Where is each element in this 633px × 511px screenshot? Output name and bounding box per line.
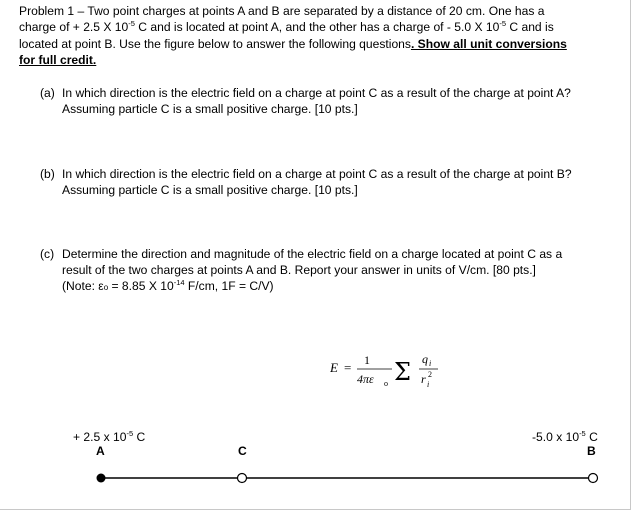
formula-den-sub: o [384, 379, 388, 388]
point-c-marker [238, 474, 247, 483]
exponent: -14 [173, 278, 185, 287]
formula-r-sub: i [427, 380, 430, 389]
point-c-label: C [238, 444, 247, 458]
charge-unit: C [133, 430, 146, 444]
sigma-symbol: Σ [394, 358, 411, 386]
charge-value: + 2.5 x 10 [73, 430, 127, 444]
problem-line-2e: C and is [506, 20, 554, 35]
charge-unit: C [585, 430, 598, 444]
formula-denominator: 4πε [357, 372, 374, 386]
question-text: Assuming particle C is a small positive charge. [10 pts.] [62, 183, 358, 197]
exponent: -5 [126, 429, 134, 438]
question-label: (a) [40, 86, 55, 100]
point-a-label: A [96, 444, 105, 458]
exponent: -5 [579, 429, 586, 438]
question-text: In which direction is the electric field on a charge at point C as a result of the charge at point B? [62, 167, 572, 181]
formula-r-exp: 2 [428, 370, 432, 379]
problem-line-1: Problem 1 – Two point charges at points A and B are separated by a distance of 20 cm. One has a [19, 4, 545, 18]
formula-numerator: 1 [364, 353, 370, 367]
question-label: (c) [40, 247, 55, 261]
question-text: result of the two charges at points A and B. Report your answer in units of V/cm. [80 pts.] [62, 263, 536, 277]
note-part: F/cm, 1F = C/V) [184, 279, 274, 293]
point-b-marker [589, 474, 598, 483]
exponent: -5 [128, 19, 135, 29]
problem-line-2c: C and is located at point A, and the other has a charge of - 5.0 X 10 [134, 20, 500, 35]
full-credit-note: for full credit. [19, 53, 97, 68]
unit-conversion-note: . Show all unit conversions [410, 36, 567, 51]
question-text: Assuming particle C is a small positive charge. [10 pts.] [62, 102, 358, 116]
subscript: o [103, 283, 109, 292]
formula-e: E [330, 360, 338, 375]
formula-equals: = [344, 360, 352, 375]
question-text: Determine the direction and magnitude of the electric field on a charge located at point C as a [62, 247, 563, 261]
exponent: -5 [499, 19, 507, 29]
charge-value: -5.0 x 10 [532, 430, 580, 444]
formula-q-sub: i [429, 359, 432, 368]
question-text: In which direction is the electric field on a charge at point C as a result of the charge at point A? [62, 86, 571, 100]
problem-line-2a: charge of + 2.5 X 10 [19, 20, 129, 35]
formula-r: r [421, 372, 426, 386]
note-part: (Note: ε [62, 279, 104, 293]
question-label: (b) [40, 167, 55, 181]
formula-q: q [422, 352, 428, 366]
point-a-marker [97, 474, 106, 483]
note-part: = 8.85 X 10 [108, 279, 174, 293]
problem-line-3a: located at point B. Use the figure below to answer the following questions [19, 36, 411, 51]
point-b-label: B [587, 444, 596, 458]
